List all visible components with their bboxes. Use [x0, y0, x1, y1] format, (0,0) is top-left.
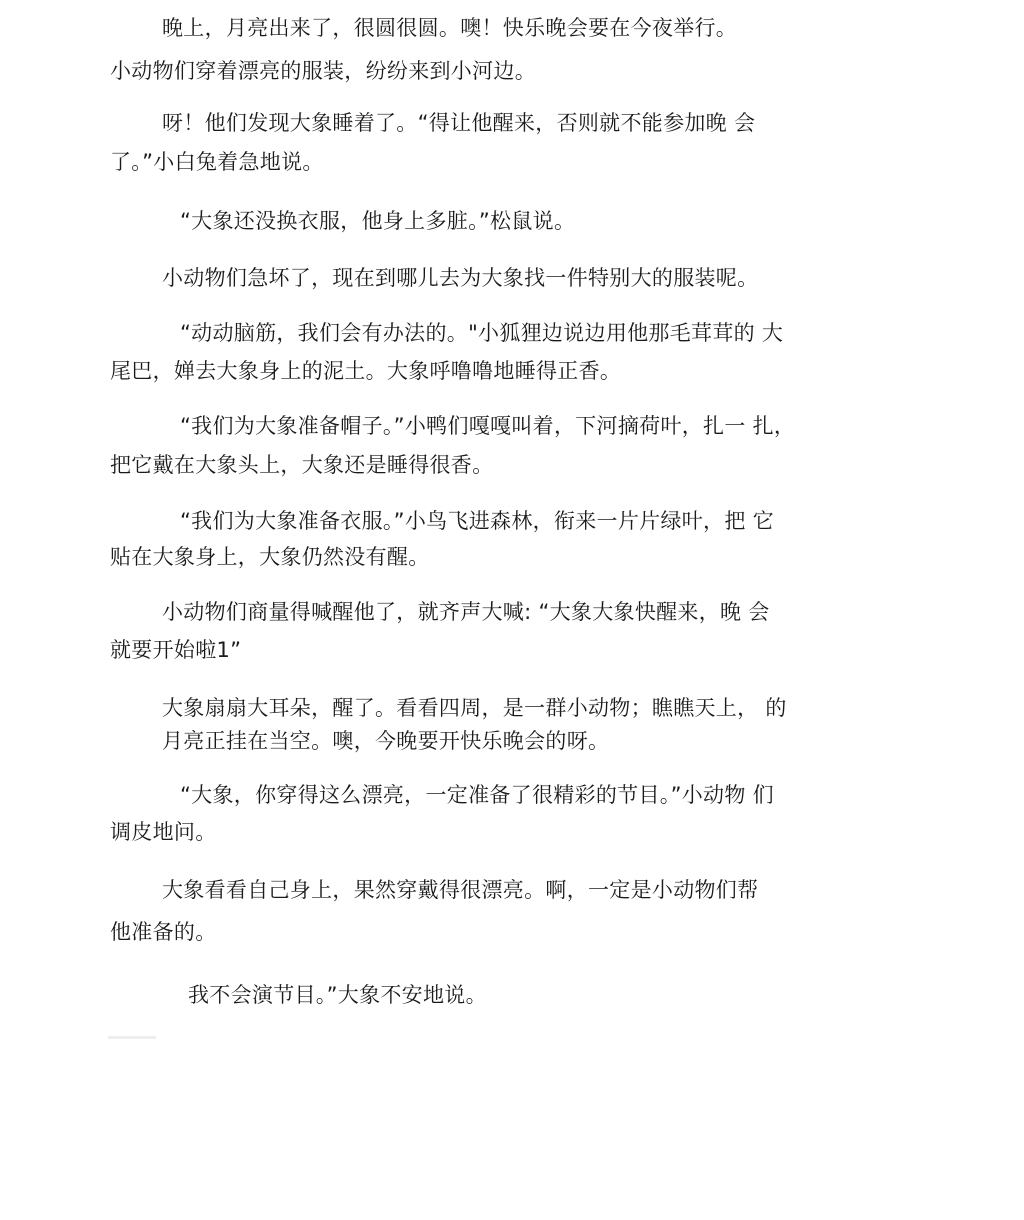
text-line: 贴在大象身上，大象仍然没有醒。 — [110, 545, 430, 569]
text-line: “大象，你穿得这么漂亮，一定准备了很精彩的节目。”小动物 们 — [180, 783, 774, 807]
faint-mark — [108, 1036, 156, 1039]
text-line: 小动物们穿着漂亮的服装，纷纷来到小河边。 — [110, 59, 536, 83]
text-line: 我不会演节目。”大象不安地说。 — [188, 983, 487, 1007]
text-line: 小动物们急坏了，现在到哪儿去为大象找一件特别大的服装呢。 — [162, 266, 759, 290]
text-line: 大象扇扇大耳朵，醒了。看看四周，是一群小动物；瞧瞧天上， 的 — [162, 696, 787, 720]
text-line: 调皮地问。 — [110, 820, 217, 844]
text-line: 尾巴，婵去大象身上的泥土。大象呼噜噜地睡得正香。 — [110, 359, 622, 383]
text-line: “我们为大象准备帽子。”小鸭们嘎嘎叫着，下河摘荷叶，扎一 扎， — [180, 414, 796, 438]
text-line: “大象还没换衣服，他身上多脏。”松鼠说。 — [180, 209, 576, 233]
text-line: 呀！他们发现大象睡着了。“得让他醒来，否则就不能参加晚 会 — [162, 111, 756, 135]
text-line: 了。”小白兔着急地说。 — [110, 150, 324, 174]
text-line: “动动脑筋，我们会有办法的。"小狐狸边说边用他那毛茸茸的 大 — [180, 321, 784, 345]
text-line: 小动物们商量得喊醒他了，就齐声大喊: “大象大象快醒来，晚 会 — [162, 600, 770, 624]
text-line: 他准备的。 — [110, 920, 217, 944]
text-line: 大象看看自己身上，果然穿戴得很漂亮。啊，一定是小动物们帮 — [162, 878, 759, 902]
text-line: 把它戴在大象头上，大象还是睡得很香。 — [110, 453, 494, 477]
text-line: 晚上，月亮出来了，很圆很圆。噢！快乐晚会要在今夜举行。 — [162, 16, 738, 40]
text-line: 月亮正挂在当空。噢，今晚要开快乐晚会的呀。 — [162, 729, 610, 753]
text-line: 就要开始啦1” — [110, 638, 242, 662]
text-line: “我们为大象准备衣服。”小鸟飞进森林，衔来一片片绿叶，把 它 — [180, 509, 774, 533]
